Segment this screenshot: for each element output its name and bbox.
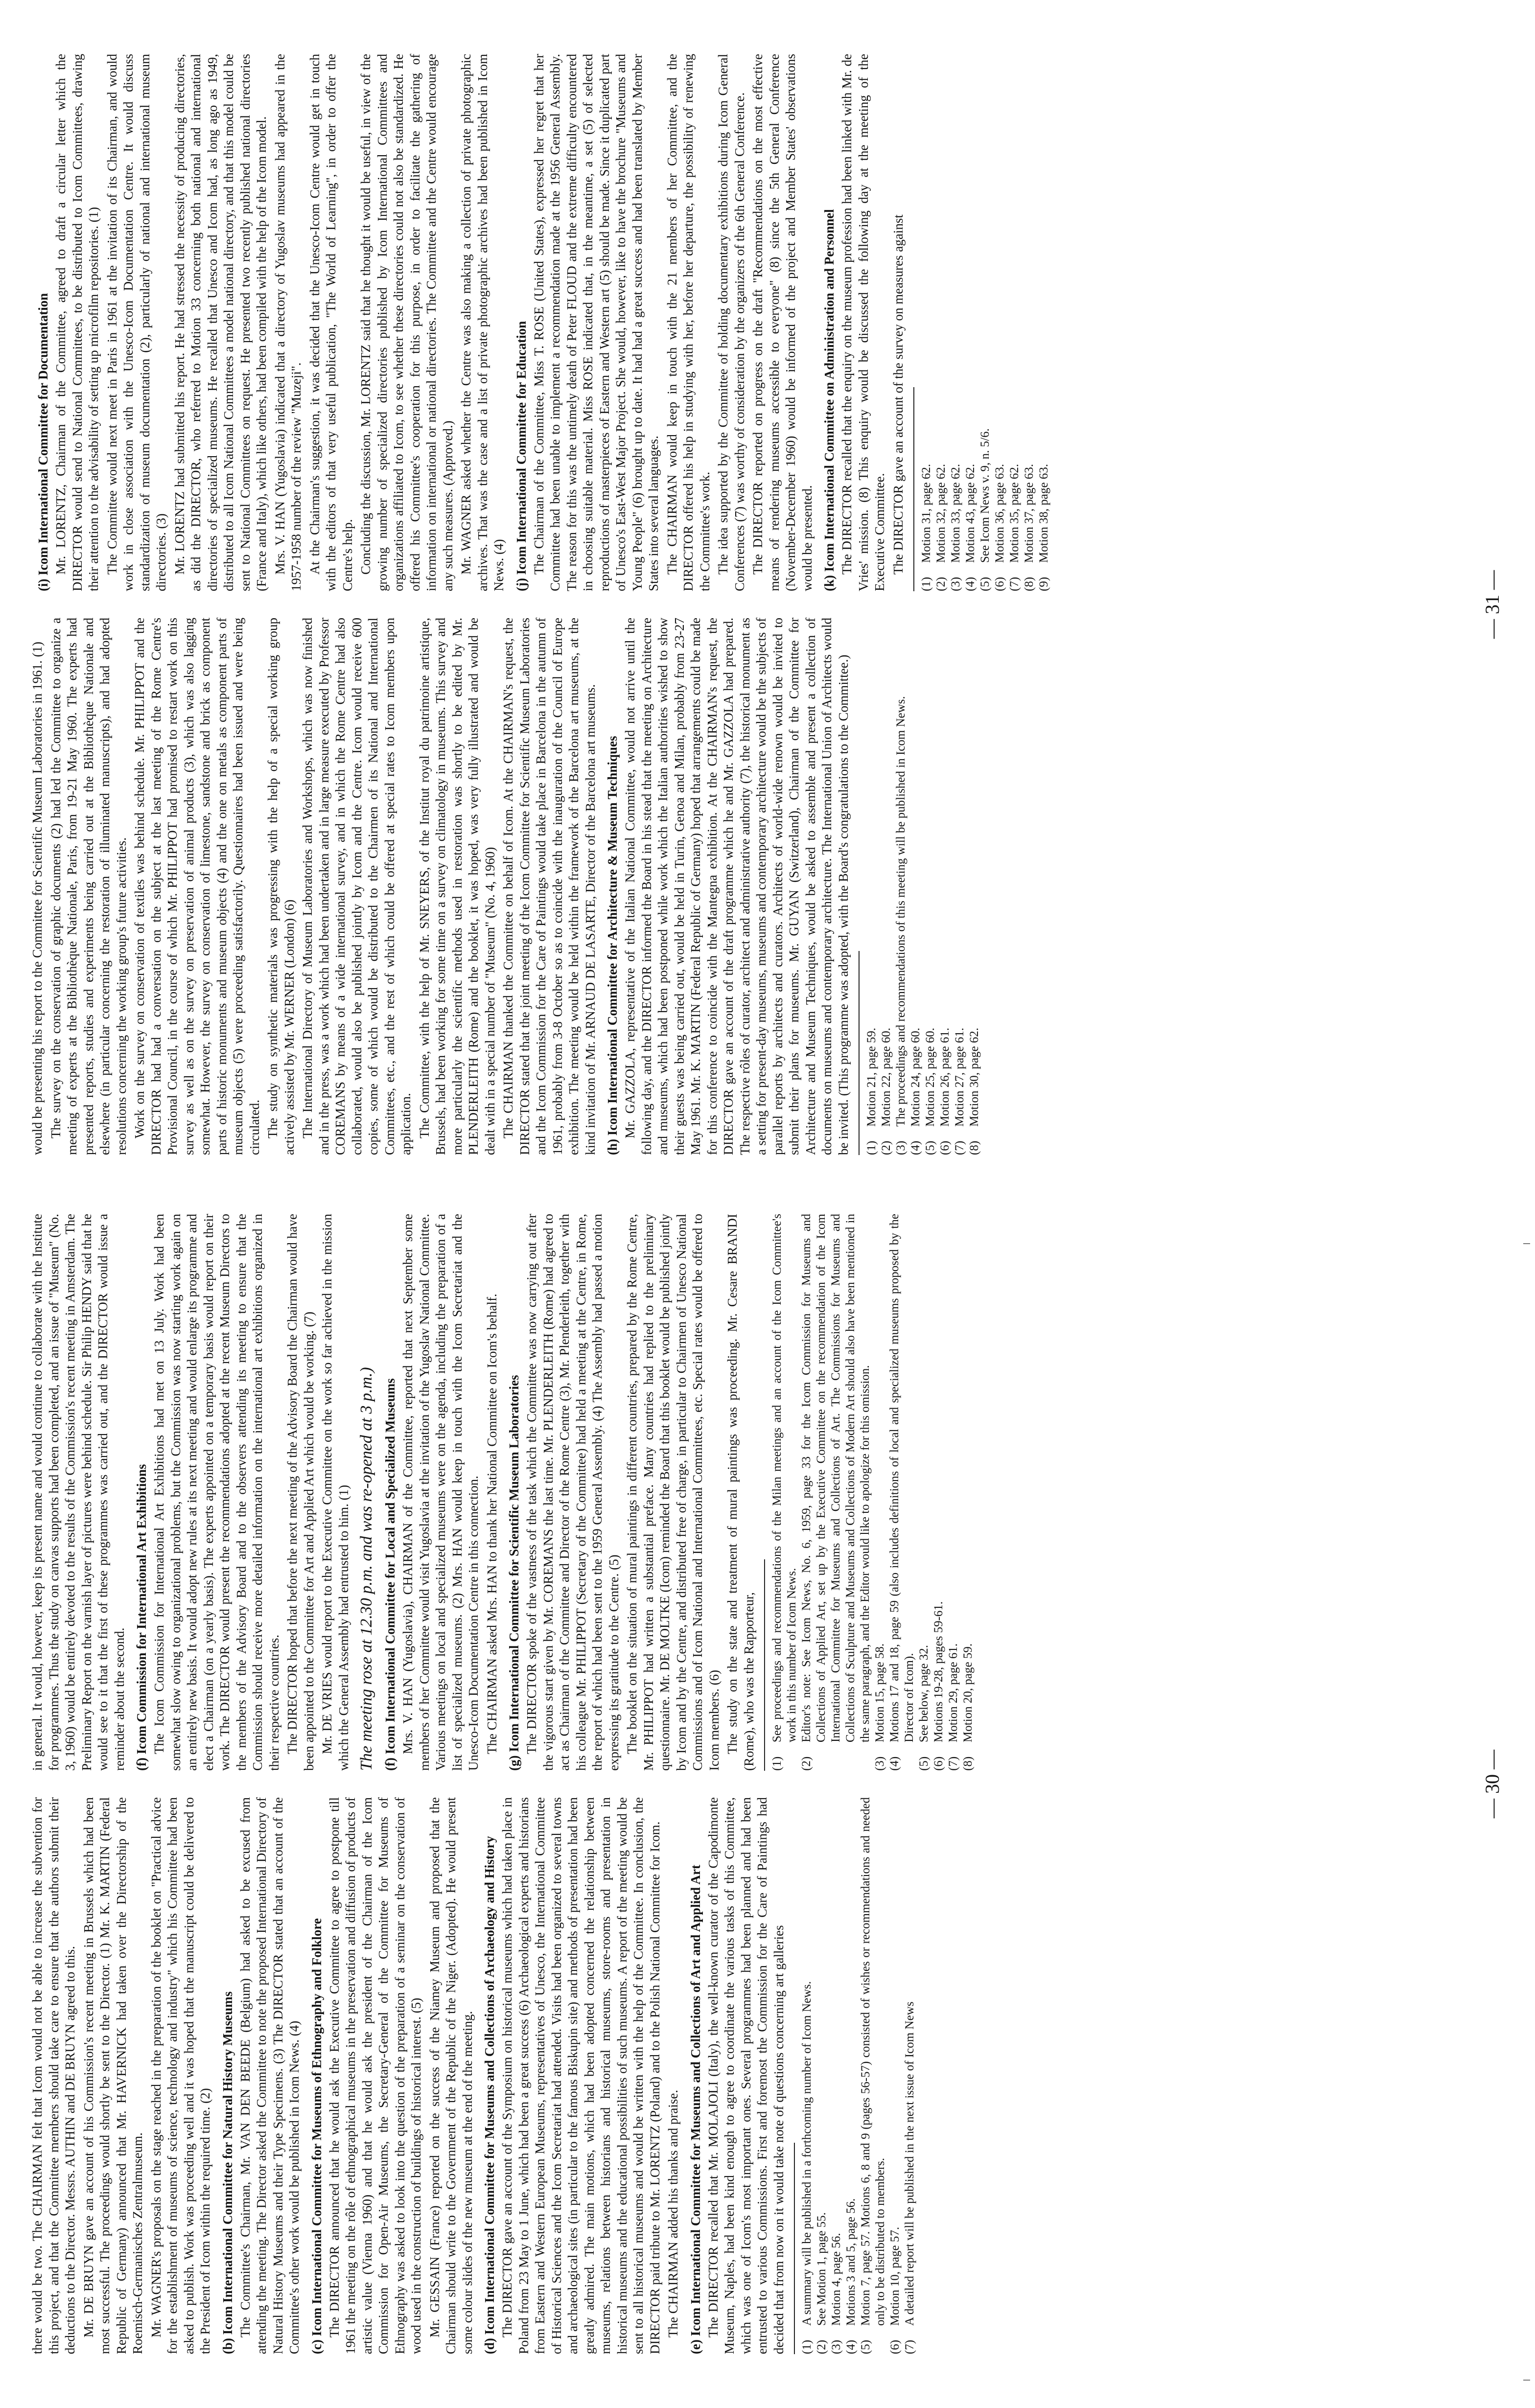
footnote: (7) Motion 27, page 61. (953, 1027, 966, 1155)
paragraph: The DIRECTOR announced that he would ask the Executive Committee to agree to postpone till 1961 the meeting on the rôle of ethnographical museums in the preservation and diffusion of products of artistic value (Vienna 1960) and that he would ask the president of the Chairman of the Icom Commission for Open-Air Museums, the Secretary-General of the Committee for Museums of Ethnography was asked to look into the question of the preparation of a seminar on the conservation of wood used in the construction of buildings of historical interest. (5) (326, 1797, 423, 2354)
footnote: (2) Motion 22, page 60. (880, 1027, 893, 1155)
footnotes (919, 54, 1051, 591)
paragraph: in general. It would, however, keep its present name and would continue to collaborate with the Institute for programmes. Thus the study on canvas supports had been completed, and an issue of "Museum" (No. 3, 1960) would be entirely devoted to the results of the Commission's recent meeting in Amsterdam. The Preliminary Report on the varnish layer of pictures were behind schedule. Sir Philip HENDY said that he would see to it that the first of these programmes was carried out, and the DIRECTOR would issue a reminder about the second. (30, 1214, 127, 1771)
section-heading: (c) Icom International Committee for Museums of Ethnography and Folklore (309, 1918, 324, 2354)
footnote: (4) Motions 3 and 5, page 56. (844, 2198, 858, 2354)
footnote: (4) Motion 43, page 62. (964, 463, 977, 591)
page-31 (29, 54, 1512, 1155)
footnote: (6) Motion 36, page 63. (993, 463, 1006, 591)
paragraph: Mrs. V. HAN (Yugoslavia), CHAIRMAN of the Committee, reported that next September some members of her Committee would visit Yugoslavia at the invitation of the Yugoslav National Committee. Various meetings on local and specialized museums were on the agenda, including the preparation of a list of specialized museums. (2) Mrs. HAN would keep in touch with the Icom Secretariat and the Unesco-Icom Documentation Centre in this connection. (400, 1214, 481, 1771)
paragraph: there would be two. The CHAIRMAN felt that Icom would not be able to increase the subvention for this project, and that the Committee members should take care to ensure that the authors submit their deductions to the Director. Messrs. AUTHIN and DE BRUYN agreed to this. (30, 1797, 77, 2354)
paragraph: Concluding the discussion, Mr. LORENTZ said that he thought it would be useful, in view of the growing number of specialized directories published by Icom International Committees and organizations affiliated to Icom, to see whether these directories could not also be standardized. He offered his Committee's cooperation for this purpose, in order to facilitate the gathering of information on international or national directories. The Committee and the Centre would encourage any such measures. (Approved.) (358, 54, 455, 591)
paragraph: Mr. WAGNER's proposals on the stage reached in the preparation of the booklet on "Practical advice for the establishment of museums of science, technology and industry" which his Committee had been asked to publish. Work was proceeding well and it was hoped that the manuscript could be delivered to the President of Icom within the required time. (2) (148, 1797, 212, 2354)
footnote: (1) Motion 31, page 62. (920, 463, 933, 591)
footnote: (6) Motion 10, page 57. (888, 2226, 902, 2354)
paragraph: The Committee's Chairman, Mr. VAN DEN BEEDE (Belgium) had asked to be excused from attending the meeting. The Director asked the Committee to note the proposed International Directory of Natural History Museums and their Type Specimens. (3) The DIRECTOR stated that an account of the Committee's other work would be published in Icom News. (4) (237, 1797, 302, 2354)
paragraph: The Icom Commission for International Art Exhibitions had met on 13 July. Work had been somewhat slow owing to organizational problems, but the Commission was now starting work again on an entirely new basis. It would adopt new rules at its next meeting and would enlarge its programme and elect a Chairman (on a yearly basis). The experts appointed on a temporary basis would report on their work. The DIRECTOR would present the recommendations adopted at the recent Museum Directors to the members of the Advisory Board and to the observers attending its meeting to ensure that the Commission should receive more detailed information on the international art exhibitions organized in their respective countries. (152, 1214, 281, 1771)
section-heading: (j) Icom International Committee for Education (513, 321, 529, 591)
footnote: (1) A summary will be published in a forthcoming number of Icom News. (800, 1981, 814, 2354)
section-heading: (d) Icom International Committee for Museums and Collections of Archaeology and History (482, 1836, 497, 2354)
footnote: (7) Motion 35, page 62. (1008, 463, 1021, 591)
paragraph: Mr. WAGNER asked whether the Centre was also making a collection of private photographic archives. That was the case and a list of private photographic archives had been published in Icom News. (4) (459, 54, 506, 591)
page-31-column-2 (29, 54, 1429, 591)
page-30-column-2 (29, 1214, 1429, 1771)
section-heading: (b) Icom International Committee for Natural History Museums (220, 1991, 235, 2354)
footnote: (6) Motions 19-28, pages 59-61. (932, 1601, 945, 1771)
paragraph: The DIRECTOR gave an account of the survey on measures against (890, 214, 906, 575)
footnote: (8) Motion 20, page 59. (961, 1643, 975, 1771)
footnote: (3) Motion 33, page 62. (949, 463, 962, 591)
footnote: (7) Motion 29, page 61. (947, 1643, 960, 1771)
section-heading: (g) Icom International Committee for Scientific Museum Laboratories (507, 1375, 521, 1771)
paragraph: The CHAIRMAN asked Mrs. HAN to thank her National Committee on Icom's behalf. (484, 1294, 499, 1754)
footnote: (7) A detailed report will be published in the next issue of Icom News (903, 2001, 916, 2354)
footnote-separator (764, 1559, 765, 1771)
footnote: (5) See Icom News v. 9, n. 5/6. (978, 428, 992, 591)
footnote: (3) Motion 4, page 56. (830, 2233, 843, 2354)
paragraph: The survey on the conservation of graphic documents (2) had led the Committee to organize a meeting of experts at the Bibliothèque Nationale, Paris, from 19-21 May 1960. The experts had presented reports, studies and experiments being carried out at the Bibliothèque Nationale and elsewhere (in particular concerning the restoration of illuminated manuscripts), and had adopted resolutions concerning the working group's future activities. (48, 618, 129, 1155)
paragraph: The Chairman of the Committee, Miss T. ROSE (United States), expressed her regret that her Committee had been unable to implement a recommendation made at the 1956 General Assembly. The reason for this was the untimely death of Peter FLOUD and the extreme difficulty encountered in choosing suitable material. Miss ROSE indicated that, in the meantime, a set (5) of selected reproductions of masterpieces of Eastern and Western art (5) should be made. Since it duplicated part of Unesco's East-West Major Project. She would, however, like to have the brochure "Museums and Young People" (6) brought up to date. It had had a great success and had been translated by Member States into several languages. (531, 54, 661, 591)
paragraph: The DIRECTOR recalled that Mr. MOLAJOLI (Italy), the well-known curator of the Capodimonte Museum, Naples, had been kind enough to agree to coordinate the various tasks of this Committee, which was one of Icom's most important ones. Several programmes had been planned and had been entrusted to various Commissions. First and foremost the Commission for the Care of Paintings had decided that from now on it would take note of questions concerning art galleries (705, 1797, 786, 2354)
paragraph: Mr. LORENTZ, Chairman of the Committee, agreed to draft a circular letter which the DIRECTOR would send to National Committees, to be distributed to Icom Committees, drawing their attention to the advisability of setting up microfilm repositories. (1) (53, 54, 101, 591)
paragraph: The study on synthetic materials was progressing with the help of a special working group actively assisted by Mr. WERNER (London) (6) (265, 618, 297, 1155)
page-30-column-1 (29, 1797, 1429, 2354)
page-30 (29, 1214, 1512, 2354)
footnotes (770, 1214, 976, 1771)
paragraph: Mr. GESSAIN (France) reported on the success of the Niamey Museum and proposed that the Chairman should write to the Government of the Republic of the Niger. (Adopted). He would present some colour slides of the new museum at the end of the meeting. (427, 1797, 475, 2354)
footnotes (864, 618, 982, 1155)
paragraph: The Committee would next meet in Paris in 1961 at the invitation of its Chairman, and would work in close association with the Unesco-Icom Documentation Centre. It would discuss standardization of museum documentation (2), particularly of national and international museum directories. (3) (104, 54, 168, 591)
footnote: (1) See proceedings and recommendations of the Milan meetings and an account of the Icom Committee's work in this number of Icom News. (770, 1214, 798, 1771)
paragraph: Work on the survey on conservation of textiles was behind schedule. Mr. PHILIPPOT and the DIRECTOR had had a conversation on the subject at the last meeting of the Rome Centre's Provisional Council, in the course of which Mr. PHILIPPOT had promised to restart work on this survey as well as on the survey on preservation of animal products (3), which was also lagging somewhat. However, the survey on conservation of limestone, sandstone and brick as component parts of historic monuments and museum objects (4) and the one on metals as component parts of museum objects (5) were proceeding satisfactorily. Questionnaires had been issued and were being circulated. (132, 618, 262, 1155)
scan-edge-mark (1523, 1243, 1530, 1244)
footnote-separator (913, 387, 914, 591)
paragraph: The DIRECTOR recalled that the enquiry on the museum profession had been linked with Mr. de Vries' mission. (8) This enquiry would be discussed the following day at the meeting of the Executive Committee. (839, 54, 887, 591)
footnote: (8) Motion 37, page 63. (1023, 463, 1036, 591)
section-heading: (h) Icom International Committee for Architecture & Museum Techniques (605, 736, 620, 1155)
footnote: (9) Motion 38, page 63. (1037, 463, 1050, 591)
paragraph: The Committee, with the help of Mr. SNEYERS, of the Institut royal du patrimoine artistique, Brussels, had been working for some time on a survey on climatology in museums. This survey and more particularly the scientific methods used in restoration was shortly to be edited by Mr. PLENDERLEITH (Rome) and the booklet, it was hoped, was very fully illustrated and would be dealt with in a special number of "Museum" (No. 4, 1960) (417, 618, 497, 1155)
footnote: (4) Motion 24, page 60. (909, 1027, 922, 1155)
paragraph: The International Directory of Museum Laboratories and Workshops, which was now finished and in the press, was a work which had been undertaken and in large measure executed by Professor COREMANS by means of a wide international survey, and in which the Rome Centre had also collaborated, would also be published jointly by Icom and the Centre. Icom would receive 600 copies, some of which would be distributed to the Chairmen of its National and International Committees, etc., and the rest of which could be offered at special rates to Icom members upon application. (300, 618, 413, 1155)
paragraph: The CHAIRMAN added his thanks and praise. (666, 2089, 680, 2338)
paragraph: The CHAIRMAN thanked the Committee on behalf of Icom. At the CHAIRMAN's request, the DIRECTOR stated that the joint meeting of the Icom Committee for Scientific Museum Laboratories and the Icom Commission for the Care of Paintings would take place in Barcelona in the autumn of 1961, probably from 3-8 October so as to coincide with the inauguration of the Council of Europe exhibition. The meeting would be held within the framework of the Barcelona art museums, at the kind invitation of Mr. ARNAUD DE LASARTE, Director of the Barcelona art museums. (501, 618, 598, 1155)
footnote: (3) The proceedings and recommendations of this meeting will be published in Icom News. (894, 696, 907, 1155)
paragraph: The CHAIRMAN would keep in touch with the 21 members of her Committee, and the DIRECTOR offered his help in studying with her, before her departure, the possibility of renewing the Committee's work. (664, 54, 712, 591)
page-number: — 30 — (1481, 1750, 1503, 1818)
footnote: (6) Motion 26, page 61. (938, 1027, 952, 1155)
paragraph: The study on the state and treatment of mural paintings was proceeding. Mr. Cesare BRANDI (Rome), who was the Rapporteur, (725, 1214, 756, 1771)
footnote-separator (859, 951, 860, 1155)
paragraph: Mr. DE BRUYN gave an account of his Commission's recent meeting in Brussels which had been most successful. The proceedings would shortly be sent to the Director. (1) Mr. K. MARTIN (Federal Republic of Germany) announced that Mr. HAVERNICK had taken over the Directorship of the Roemisch-Germanisches Zentralmuseum. (81, 1797, 145, 2354)
footnote-separator (794, 2143, 795, 2354)
footnote: (3) Motion 15, page 58. (873, 1643, 886, 1771)
session-note: The meeting rose at 12.30 p.m. and was re-opened at 3 p.m.) (357, 1367, 375, 1771)
page-31-column-1 (29, 618, 1429, 1155)
page-number: — 31 — (1481, 570, 1503, 639)
section-heading: (k) Icom International Committee on Administration and Personnel (822, 209, 837, 591)
footnote: (8) Motion 30, page 62. (968, 1027, 981, 1155)
paragraph: Mrs. V. HAN (Yugoslavia) indicated that a directory of Yugoslav museums had appeared in the 1957-1958 number of the review "Muzeji". (272, 54, 303, 591)
footnote: (1) Motion 21, page 59. (865, 1027, 878, 1155)
footnote: (5) Motion 25, page 60. (924, 1027, 937, 1155)
paragraph: The DIRECTOR gave an account of the Symposium on historical museums which had taken place in Poland from 23 May to 1 June, which had been a great success (6) Archaeological experts and historians from Eastern and Western European Museums, representatives of Unesco, the International Committee of Historical Sciences and the Icom Secretariat had attended. Visits had been organized to several towns and archaeological sites (in particular to the famous Biskupin site) and methods of presentation had been greatly admired. The main motions, which had been adopted concerned the relationship between museums, relations between historians and historical museums, store-rooms and presentation in historical museums and the educational possibilities of such museums. A report of the meeting would be sent to all historical museums and would be written with the help of the Committee. In conclusion, the DIRECTOR paid tribute to Mr. LORENTZ (Poland) and to the Polish National Committee for Icom. (500, 1797, 662, 2354)
footnote: (2) See Motion 1, page 55. (815, 2212, 828, 2354)
footnote: (4) Motions 17 and 18, page 59 (also includes definitions of local and specialized museums proposed by the Director of Icom). (888, 1214, 916, 1771)
footnote: (5) See below, page 32. (917, 1644, 930, 1771)
section-heading: (f) Icom International Committee for Local and Specialized Museums (383, 1378, 397, 1771)
footnotes (800, 1797, 917, 2354)
paragraph: Mr. GAZZOLA, representative of the Italian National Committee, would not arrive until the following day, and the DIRECTOR informed the Board in his stead that the meeting on Architecture and museums, which had been postponed while work which the Italian authorities wished to show their guests was being carried out, would be held in Turin, Genoa and Milan, probably from 23-27 May 1961. Mr. K. MARTIN (Federal Republic of Germany) hoped that arrangements could be made for this conference to coincide with the Mantegna exhibition. At the CHAIRMAN's request, the DIRECTOR gave an account of the draft programme which he and Mr. GAZZOLA had prepared. The respective rôles of curator, architect and administrative authority (7), the historical monument as a setting for present-day museums, museums and contemporary architecture would be the subjects of parallel reports by architects and curators. Architects of world-wide renown would be invited to submit their plans for museums. Mr. GUYAN (Switzerland), Chairman of the Committee for Architecture and Museum Techniques, would be asked to assemble and present a collection of documents on museums and contemporary architecture. The International Union of Architects would be invited. (This programme was adopted, with the Board's congratulations to the Committee.) (623, 618, 851, 1155)
section-heading: (e) Icom International Committee for Museums and Collections of Art and Applied Art (688, 1865, 703, 2354)
paragraph: The idea supported by the Committee of holding documentary exhibitions during Icom General Conferences (7) was worthy of consideration by the organizers of the 6th General Conference. (716, 54, 747, 591)
footnote: (5) Motion 7, page 57. Motions 6, 8 and 9 (pages 56-57) consisted of wishes or recommendations and needed only to be distributed to members. (859, 1797, 887, 2354)
paragraph: The DIRECTOR hoped that before the next meeting of the Advisory Board the Chairman would have been appointed to the Committee for Art and Applied Art which would be working. (7) (285, 1214, 316, 1771)
paragraph: The DIRECTOR reported on progress on the draft "Recommendations on the most effective means of rendering museums accessible to everyone" (8) since the 5th General Conference (November-December 1960) would be informed of the project and Member States' observations would be presented. (750, 54, 814, 591)
footnote: (2) Motion 32, page 62. (934, 463, 948, 591)
paragraph: would be presenting his report to the Committee for Scientific Museum Laboratories in 1961. (1) (30, 641, 45, 1155)
paragraph: At the Chairman's suggestion, it was decided that the Unesco-Icom Centre would get in touch with the editors of that very useful publication, "The World of Learning", in order to offer the Centre's help. (307, 54, 355, 591)
paragraph: Mr. DE VRIES would report to the Executive Committee on the work so far achieved in the mission which the General Assembly had entrusted to him. (1) (320, 1214, 351, 1771)
footnote: (2) Editor's note: See Icom News, No. 6, 1959, page 33 for the Icom Commission for Museums and Collections of Applied Art, set up by the Executive Committee on the recommendation of the Icom International Committee for Museums and Collections of Art. The Commissions for Museums and Collections of Sculpture and Museums and Collections of Modern Art should also have been mentioned in the same paragraph, and the Editor would like to apologize for this omission. (800, 1214, 872, 1771)
paragraph: The DIRECTOR spoke of the vastness of the task which the Committee was now carrying out after the vigorous start given by Mr. COREMANS the last time. Mr. PLENDERLEITH (Rome) had agreed to act as Chairman of the Committee and Director of the Rome Centre (3), Mr. Plenderleith, together with his colleague Mr. PHILIPPOT (Secretary of the Committee) had held a meeting at the Centre, in Rome, the report of which had been sent to the 1959 General Assembly. (4) The Assembly had passed a motion expressing its gratitude to the Centre. (5) (524, 1214, 621, 1771)
paragraph: Mr. LORENTZ had submitted his report. He had stressed the necessity of producing directories, as did the DIRECTOR, who referred to Motion 33 concerning both national and international directories of specialized museums. He recalled that Unesco and Icom had, as long ago as 1949, distributed to all Icom National Committees a model national directory, and that this model could be sent to National Committees on request. He presented two recently published national directories (France and Italy), which like others, had been compiled with the help of the Icom model. (172, 54, 269, 591)
section-heading: (f) Icom Commission for International Art Exhibitions (134, 1464, 149, 1771)
section-heading: (i) Icom International Committee for Documentation (36, 293, 50, 591)
paragraph: The booklet on the situation of mural paintings in different countries, prepared by the Rome Centre, Mr. PHILIPPOT had written a substantial preface. Many countries had replied to the preliminary questionnaire. Mr. DE MOLTKE (Icom) reminded the Board that this booklet would be published jointly by Icom and by the Centre, and distributed free of charge, in particular to Chairmen of Unesco National Commissions and of Icom National and International Committees, etc. Special rates would be offered to Icom members. (6) (625, 1214, 721, 1771)
scan-edge-mark (1523, 2380, 1530, 2381)
